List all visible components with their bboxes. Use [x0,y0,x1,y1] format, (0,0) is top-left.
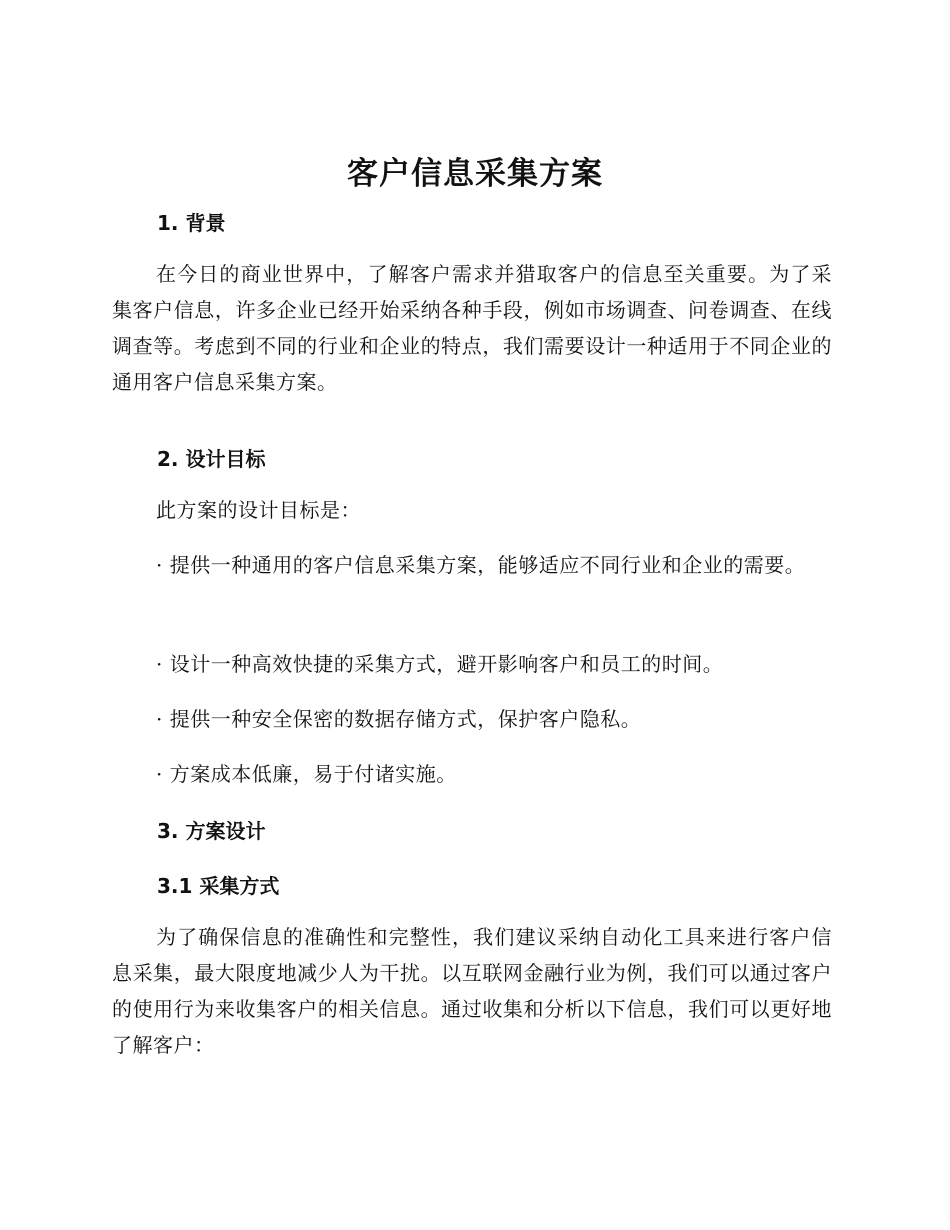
goal-bullet-4: · 方案成本低廉，易于付诸实施。 [156,762,457,786]
collection-method-paragraph: 为了确保信息的准确性和完整性，我们建议采纳自动化工具来进行客户信息采集，最大限度地减少人为干扰。以互联网金融行业为例，我们可以通过客户的使用行为来收集客户的相关信息。通过收集和分析以下信息，我们可以更好地了解客户： [112,925,832,1057]
subsection-heading-collection-method: 3.1 采集方式 [157,874,280,898]
section-heading-design-goals: 2. 设计目标 [157,447,266,471]
section-heading-plan-design: 3. 方案设计 [157,819,266,843]
section-heading-background: 1. 背景 [157,211,226,235]
background-paragraph: 在今日的商业世界中，了解客户需求并猎取客户的信息至关重要。为了采集客户信息，许多企业已经开始采纳各种手段，例如市场调查、问卷调查、在线调查等。考虑到不同的行业和企业的特点，我们需要设计一种适用于不同企业的通用客户信息采集方案。 [112,262,832,394]
design-goals-intro: 此方案的设计目标是： [156,498,361,522]
document-title: 客户信息采集方案 [347,156,603,192]
goal-bullet-1: · 提供一种通用的客户信息采集方案，能够适应不同行业和企业的需要。 [156,553,806,577]
goal-bullet-2: · 设计一种高效快捷的采集方式，避开影响客户和员工的时间。 [156,652,724,676]
goal-bullet-3: · 提供一种安全保密的数据存储方式，保护客户隐私。 [156,707,642,731]
